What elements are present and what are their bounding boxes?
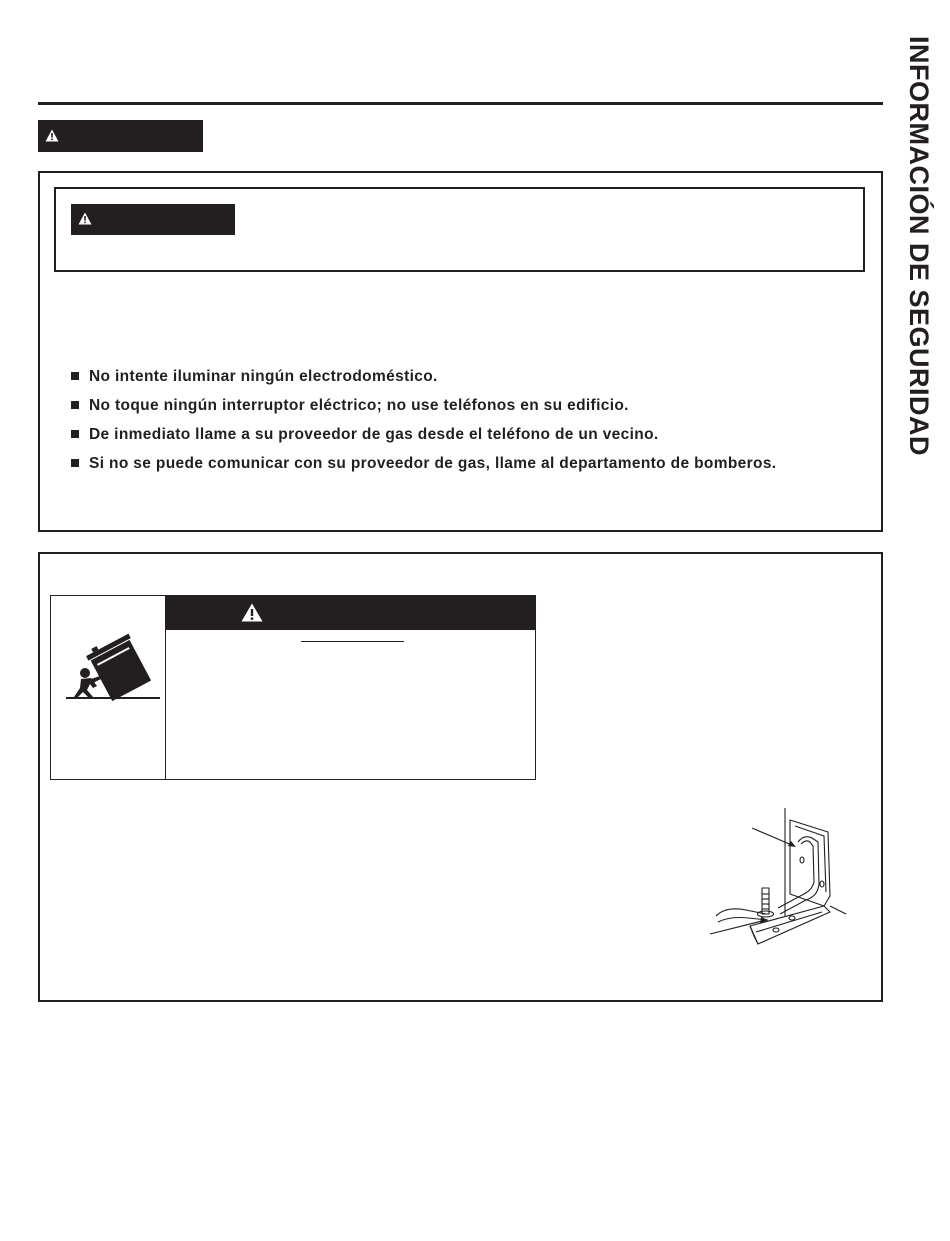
anti-tip-bracket-illustration (706, 806, 852, 954)
list-item (71, 362, 871, 391)
list-item (71, 449, 871, 478)
list-item-text: De inmediato llame a su proveedor de gas desde el teléfono de un vecino. (89, 426, 659, 443)
tip-over-warning-header (166, 596, 536, 630)
side-section-title: INFORMACIÓN DE SEGURIDAD (904, 36, 934, 457)
warning-triangle-icon (241, 603, 263, 622)
bullet-square-icon (71, 401, 79, 409)
warning-label-bar (38, 120, 203, 152)
tip-over-warning-panel (50, 595, 536, 780)
tip-over-icon-cell (51, 596, 166, 779)
list-item (71, 391, 871, 420)
gas-leak-instructions-list (71, 362, 871, 478)
bullet-square-icon (71, 430, 79, 438)
tip-over-hazard-icon (63, 626, 163, 706)
list-item-text: No toque ningún interruptor eléctrico; no use teléfonos en su edificio. (89, 397, 629, 414)
inner-warning-label-bar (71, 204, 235, 235)
list-item-text: Si no se puede comunicar con su proveedor de gas, llame al departamento de bomberos. (89, 455, 777, 472)
bullet-square-icon (71, 372, 79, 380)
warning-title-underline (301, 641, 404, 642)
list-item-text: No intente iluminar ningún electrodoméstico. (89, 368, 438, 385)
warning-triangle-icon (45, 129, 59, 142)
warning-triangle-icon (78, 212, 92, 225)
header-rule (38, 102, 883, 105)
list-item (71, 420, 871, 449)
bullet-square-icon (71, 459, 79, 467)
